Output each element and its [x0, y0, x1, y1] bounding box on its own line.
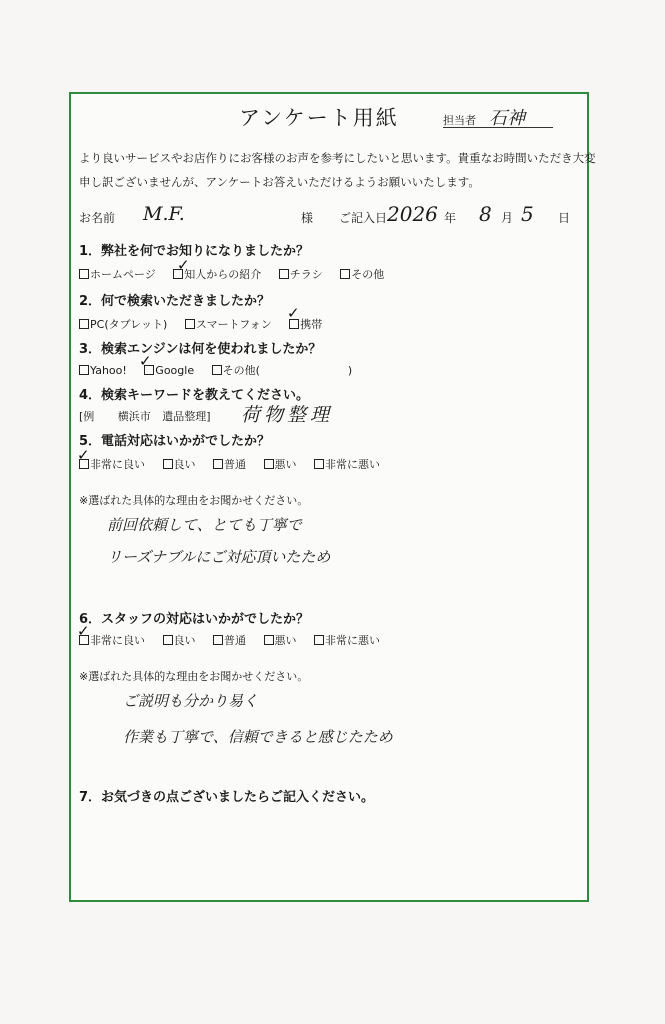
day-value: 5	[521, 202, 534, 226]
staff-label: 担当者	[443, 114, 476, 127]
option-checkbox[interactable]: 非常に良い	[79, 632, 145, 648]
question-6: 6．スタッフの対応はいかがでしたか？	[79, 612, 310, 627]
comments-area[interactable]	[79, 810, 577, 890]
year-value: 2026	[387, 202, 438, 226]
date-label: ご記入日	[339, 211, 388, 225]
sama-label: 様	[301, 211, 314, 225]
staff-underline	[443, 127, 553, 128]
option-checkbox[interactable]: 普通	[213, 632, 246, 648]
question-2: 2．何で検索いただきましたか？	[79, 294, 271, 309]
option-checkbox[interactable]: Yahoo!	[79, 364, 127, 377]
day-label: 日	[558, 211, 571, 225]
year-label: 年	[444, 211, 457, 225]
option-checkbox[interactable]: その他( )	[212, 362, 353, 378]
option-checkbox[interactable]: Google	[144, 364, 194, 377]
checkmark-icon: ✓	[77, 446, 90, 464]
staff-name-handwritten: 石神	[489, 108, 525, 129]
question-3: 3．検索エンジンは何を使われましたか？	[79, 342, 322, 357]
reason-answer-6-line-2: 作業も丁寧で、信頼できると感じたため	[123, 728, 393, 746]
option-checkbox[interactable]: スマートフォン	[185, 316, 272, 332]
question-4: 4．検索キーワードを教えてください。	[79, 388, 310, 403]
option-checkbox[interactable]: 知人からの紹介	[173, 266, 261, 282]
question-1: 1．弊社を何でお知りになりましたか？	[79, 244, 310, 259]
option-checkbox[interactable]: 非常に良い	[79, 456, 145, 472]
reason-answer-5-line-1: 前回依頼して、とても丁寧で	[107, 516, 302, 534]
form-title: アンケート用紙	[239, 106, 399, 130]
option-checkbox[interactable]: チラシ	[279, 266, 323, 282]
option-checkbox[interactable]: 普通	[213, 456, 246, 472]
reason-prompt-5: ※選ばれた具体的な理由をお聞かせください。	[79, 494, 309, 507]
name-label: お名前	[79, 211, 116, 225]
question-7: 7．お気づきの点ございましたらご記入ください。	[79, 790, 375, 805]
keyword-answer: 荷物整理	[241, 404, 334, 426]
option-checkbox[interactable]: 非常に悪い	[314, 632, 380, 648]
survey-form	[69, 92, 596, 902]
checkmark-icon: ✓	[287, 304, 300, 322]
name-value: M.F.	[143, 203, 185, 225]
option-checkbox[interactable]: 良い	[163, 632, 196, 648]
checkmark-icon: ✓	[77, 622, 90, 640]
option-checkbox[interactable]: ホームページ	[79, 266, 156, 282]
checkmark-icon: ✓	[139, 352, 152, 370]
question-5: 5．電話対応はいかがでしたか？	[79, 434, 271, 449]
month-label: 月	[501, 211, 514, 225]
option-checkbox[interactable]: 非常に悪い	[314, 456, 380, 472]
question-6-options	[79, 632, 394, 648]
reason-answer-5-line-2: リーズナブルにご対応頂いたため	[107, 548, 331, 566]
intro-line-1: より良いサービスやお店作りにお客様のお声を参考にしたいと思います。貴重なお時間いただき大変	[79, 151, 596, 165]
question-1-options	[79, 266, 398, 282]
reason-prompt-6: ※選ばれた具体的な理由をお聞かせください。	[79, 670, 309, 683]
option-checkbox[interactable]: 良い	[163, 456, 196, 472]
month-value: 8	[479, 202, 492, 226]
option-checkbox[interactable]: その他	[340, 266, 384, 282]
option-checkbox[interactable]: 悪い	[264, 632, 297, 648]
reason-answer-6-line-1: ご説明も分かり易く	[123, 692, 259, 710]
question-3-options	[79, 362, 366, 378]
question-5-options	[79, 456, 394, 472]
intro-line-2: 申し訳ございませんが、アンケートお答えいただけるようお願いいたします。	[79, 175, 480, 189]
option-checkbox[interactable]: PC(タブレット)	[79, 316, 167, 332]
option-checkbox[interactable]: 悪い	[264, 456, 297, 472]
checkmark-icon: ✓	[177, 256, 190, 274]
option-checkbox[interactable]: 携帯	[289, 316, 322, 332]
keyword-example: [例 横浜市 遺品整理]	[79, 410, 211, 423]
